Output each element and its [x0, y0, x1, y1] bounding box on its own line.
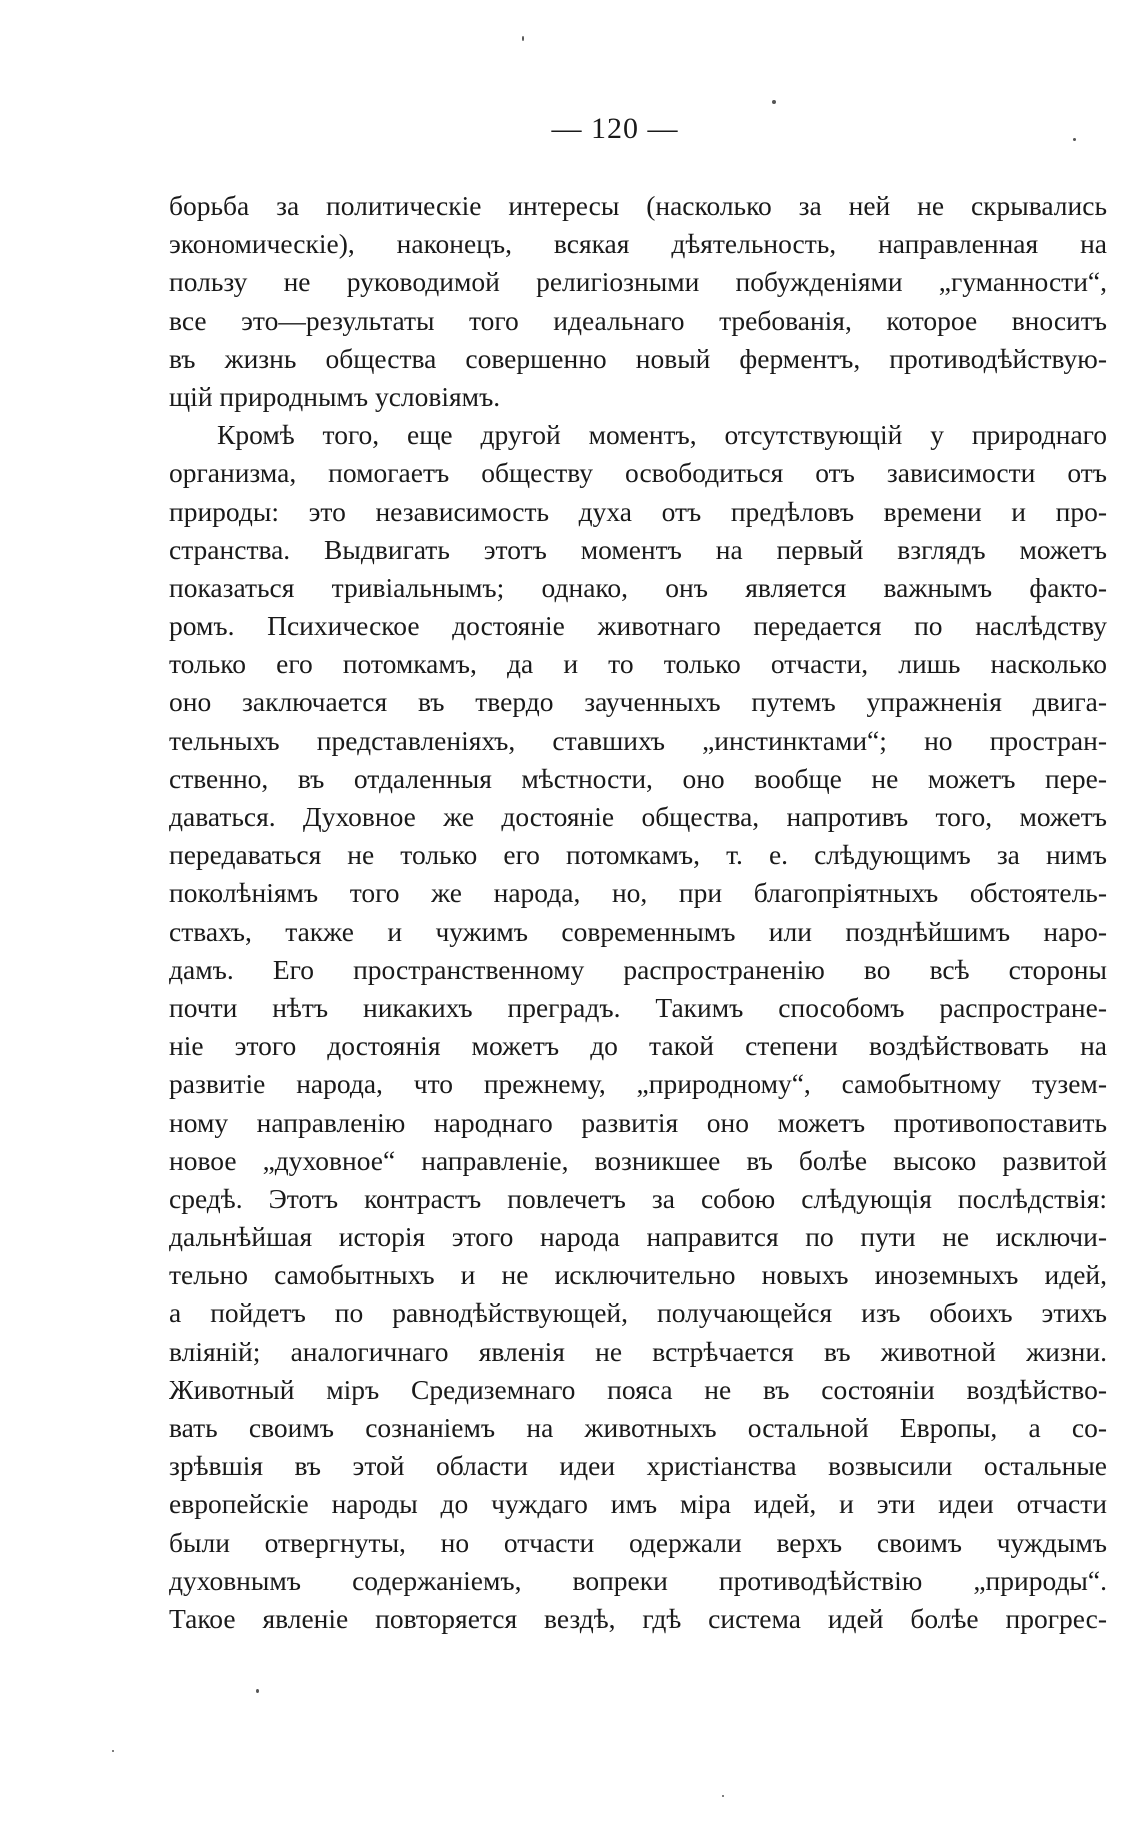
text-line: ніе этого достоянія можетъ до такой степени воздѣйствовать на [169, 1030, 1107, 1062]
text-line: зрѣвшія въ этой области идеи христіанства возвысили остальные [169, 1450, 1107, 1482]
text-line: почти нѣтъ никакихъ преградъ. Такимъ способомъ распростране- [169, 991, 1107, 1023]
text-line: оно заключается въ твердо заученныхъ путемъ упражненія двига- [169, 686, 1107, 718]
text-line: дальнѣйшая исторія этого народа направится по пути не исключи- [169, 1221, 1107, 1253]
scan-speck [522, 36, 524, 41]
body-text [169, 187, 1107, 1638]
scan-speck [1073, 138, 1076, 141]
text-line: Животный міръ Средиземнаго пояса не въ состояніи воздѣйство- [169, 1373, 1107, 1405]
text-line: въ жизнь общества совершенно новый ферментъ, противодѣйствую- [169, 342, 1107, 374]
text-line: тельно самобытныхъ и не исключительно новыхъ иноземныхъ идей, [169, 1259, 1107, 1291]
text-line: Кромѣ того, еще другой моментъ, отсутствующій у природнаго [217, 419, 1107, 451]
text-line: дамъ. Его пространственному распространенію во всѣ стороны [169, 953, 1107, 985]
scan-speck [772, 100, 776, 104]
text-line: вліяній; аналогичнаго явленія не встрѣчается въ животной жизни. [169, 1335, 1107, 1367]
text-line: ромъ. Психическое достояніе животнаго передается по наслѣдству [169, 610, 1107, 642]
text-line: экономическіе), наконецъ, всякая дѣятельность, направленная на [169, 228, 1107, 260]
text-line: вать своимъ сознаніемъ на животныхъ остальной Европы, а со- [169, 1412, 1107, 1443]
text-line: показаться тривіальнымъ; однако, онъ является важнымъ факто- [169, 571, 1107, 603]
scan-speck [256, 1689, 259, 1693]
text-line: пользу не руководимой религіозными побужденіями „гуманности“, [169, 266, 1107, 298]
text-line: новое „духовное“ направленіе, возникшее въ болѣе высоко развитой [169, 1144, 1107, 1176]
text-line: передаваться не только его потомкамъ, т. е. слѣдующимъ за нимъ [169, 839, 1107, 871]
text-line: борьба за политическіе интересы (насколько за ней не скрывались [169, 190, 1107, 221]
text-line: ственно, въ отдаленныя мѣстности, оно вообще не можетъ пере- [169, 762, 1107, 794]
text-line: даваться. Духовное же достояніе общества, напротивъ того, можетъ [169, 801, 1107, 832]
text-line: странства. Выдвигать этотъ моментъ на первый взглядъ можетъ [169, 533, 1107, 565]
text-line: европейскіе народы до чуждаго имъ міра идей, и эти идеи отчасти [169, 1488, 1107, 1520]
paragraph-2 [169, 416, 1107, 1638]
text-line: а пойдетъ по равнодѣйствующей, получающейся изъ обоихъ этихъ [169, 1297, 1107, 1329]
page-number: — 120 — [551, 112, 679, 145]
text-line: тельныхъ представленіяхъ, ставшихъ „инстинктами“; но простран- [169, 724, 1107, 756]
text-line: средѣ. Этотъ контрастъ повлечетъ за собою слѣдующія послѣдствія: [169, 1182, 1107, 1214]
text-line: ному направленію народнаго развитія оно можетъ противопоставить [169, 1106, 1107, 1138]
text-line: природы: это независимость духа отъ предѣловъ времени и про- [169, 495, 1107, 527]
paragraph-1 [169, 187, 1107, 416]
text-line: щій природнымъ условіямъ. [169, 380, 501, 412]
text-line: только его потомкамъ, да и то только отчасти, лишь насколько [169, 648, 1107, 680]
text-line: развитіе народа, что прежнему, „природному“, самобытному тузем- [169, 1068, 1107, 1100]
scan-speck [112, 1750, 114, 1752]
text-line: духовнымъ содержаніемъ, вопреки противодѣйствію „природы“. [169, 1564, 1107, 1596]
text-line: все это—результаты того идеальнаго требованія, которое вноситъ [169, 304, 1107, 336]
scan-speck [722, 1795, 724, 1797]
text-line: организма, помогаетъ обществу освободиться отъ зависимости отъ [169, 457, 1107, 489]
text-line: Такое явленіе повторяется вездѣ, гдѣ система идей болѣе прогрес- [169, 1602, 1107, 1634]
text-line: были отвергнуты, но отчасти одержали верхъ своимъ чуждымъ [169, 1526, 1107, 1558]
text-line: поколѣніямъ того же народа, но, при благопріятныхъ обстоятель- [169, 877, 1107, 909]
text-line: ствахъ, также и чужимъ современнымъ или позднѣйшимъ наро- [169, 915, 1107, 947]
